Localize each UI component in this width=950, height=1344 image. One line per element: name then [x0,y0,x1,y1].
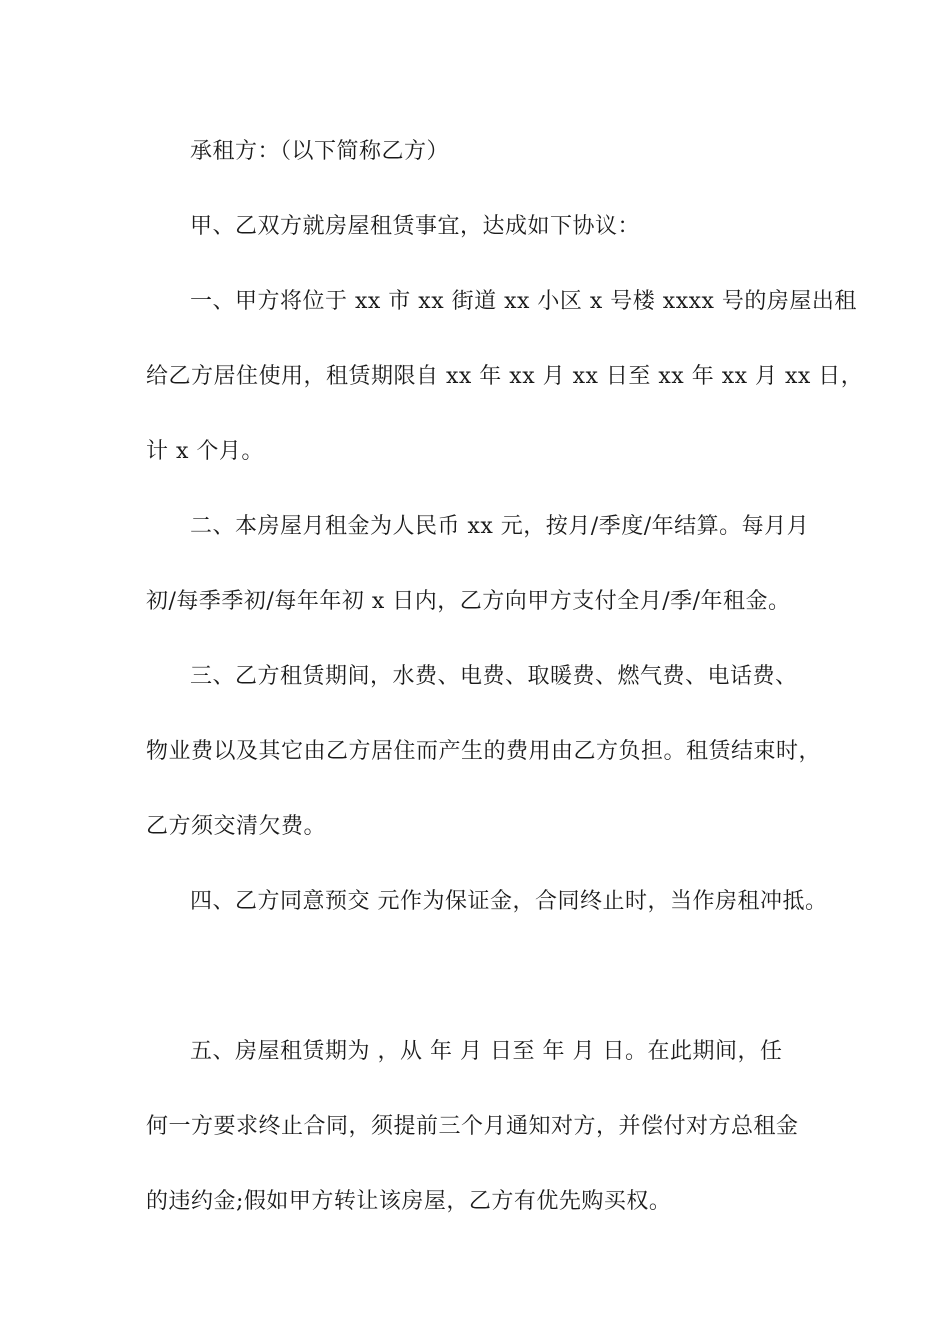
clause-1-line-3: 计 x 个月。 [146,439,264,464]
clause-3-line-2: 物业费以及其它由乙方居住而产生的费用由乙方负担。租赁结束时， [146,739,822,764]
clause-5-line-2: 何一方要求终止合同，须提前三个月通知对方，并偿付对方总租金 [146,1114,799,1139]
clause-2-line-2: 初/每季季初/每年年初 x 日内，乙方向甲方支付全月/季/年租金。 [146,589,791,614]
clause-2-line-1: 二、本房屋月租金为人民币 xx 元，按月/季度/年结算。每月月 [190,514,810,539]
clause-5-line-1: 五、房屋租赁期为 ，从 年 月 日至 年 月 日。在此期间，任 [190,1039,783,1064]
clause-3-line-1: 三、乙方租赁期间，水费、电费、取暖费、燃气费、电话费、 [190,664,798,689]
agreement-intro: 甲、乙双方就房屋租赁事宜，达成如下协议： [190,214,641,239]
clause-1-line-1: 一、甲方将位于 xx 市 xx 街道 xx 小区 x 号楼 xxxx 号的房屋出租 [190,289,857,314]
clause-4-line-1: 四、乙方同意预交 元作为保证金，合同终止时，当作房租冲抵。 [190,889,828,914]
clause-1-line-2: 给乙方居住使用，租赁期限自 xx 年 xx 月 xx 日至 xx 年 xx 月 xx 日， [146,364,864,389]
clause-5-line-3: 的违约金;假如甲方转让该房屋，乙方有优先购买权。 [146,1189,672,1214]
lessee-line: 承租方：（以下简称乙方） [190,139,450,164]
clause-3-line-3: 乙方须交清欠费。 [146,814,327,839]
